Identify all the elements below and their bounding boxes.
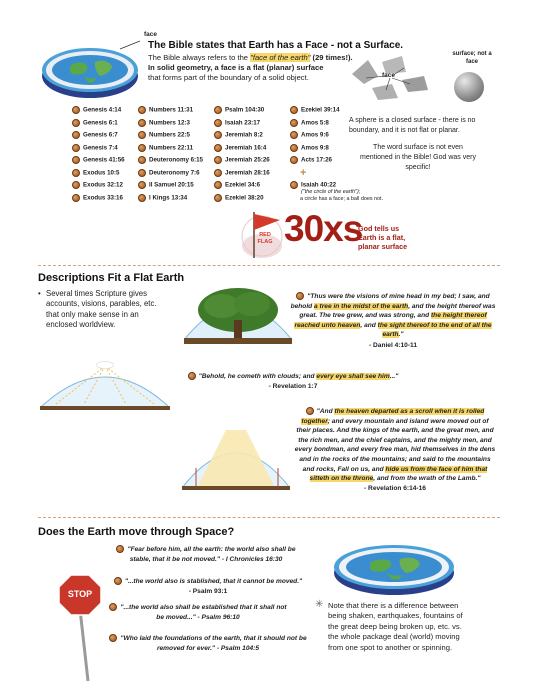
ref-item: Genesis 6:7 bbox=[72, 131, 118, 139]
ref-item: Isaiah 23:17 bbox=[214, 119, 260, 127]
ref-item: Exodus 32:12 bbox=[72, 181, 123, 189]
daniel-quote bbox=[290, 292, 496, 351]
ref-item: Exodus 33:16 bbox=[72, 194, 123, 202]
ref-item: Genesis 41:56 bbox=[72, 156, 125, 164]
q4-quote: "Who laid the foundations of the earth, that it should not be removed for ever." - Psalm 104:5 bbox=[108, 634, 308, 653]
gray-sphere bbox=[454, 72, 484, 102]
q2-quote: "...the world also is stablished, that it cannot be moved." - Psalm 93:1 bbox=[110, 577, 306, 596]
refs-col1 bbox=[72, 106, 142, 206]
rev17-quote-text: "Behold, he cometh with clouds; and every eye shall see him..." bbox=[178, 372, 408, 382]
q1-quote: "Fear before him, all the earth: the world also shall be stable, that it be not moved." - I Chronicles 16:30 bbox=[106, 545, 306, 564]
headline: The Bible states that Earth has a Face - not a Surface. bbox=[148, 40, 404, 51]
ref-item: Ezekiel 38:20 bbox=[214, 194, 264, 202]
plus-icon: + bbox=[300, 167, 307, 179]
ref-item: Amos 9:8 bbox=[290, 144, 329, 152]
red-flag-text: RED FLAG bbox=[257, 232, 273, 245]
face-label: face bbox=[144, 31, 158, 38]
q3-quote: "...the world also shall be established that it shall not be moved..." - Psalm 96:10 bbox=[108, 603, 288, 622]
stop-sign-text: STOP bbox=[67, 589, 93, 599]
rev6-quote-text: "And the heaven departed as a scroll when it is rolled together; and every mountain and island were moved out of their places. And the kings of the earth, and the great men, and the rich men, and the chief captains, and the mighty men, and every bondman, and every free man, hid themselves in the dens and in the rocks of the mountains; and said to the mountains and rocks, Fall on us, and hide us from the face of him that sitteth on the throne, and from the wrath of the Lamb." bbox=[294, 408, 496, 483]
ref-item: I Kings 13:34 bbox=[138, 194, 187, 202]
rev6-quote bbox=[294, 407, 496, 493]
ref-item: Numbers 12:3 bbox=[138, 119, 190, 127]
section2-bullet: • Several times Scripture gives accounts, visions, parables, etc. that only make sense in an enclosed worldview. bbox=[38, 289, 157, 330]
ref-item: Exodus 10:5 bbox=[72, 169, 119, 177]
isaiah-note-1: ("the circle of the earth"); bbox=[301, 189, 361, 195]
big-count: 30xs bbox=[284, 208, 363, 249]
tree-dome-illustration bbox=[182, 280, 294, 346]
line1-end: (29 times!). bbox=[310, 53, 353, 62]
isaiah-note-2: a circle has a face; a ball does not. bbox=[300, 196, 384, 202]
count-caption: God tells us Earth is a flat, planar surface bbox=[358, 224, 408, 251]
daniel-quote-text: "Thus were the visions of mine head in my bed; I saw, and behold a tree in the midst of the earth, and the height thereof was great. The tree grew, and was strong, and the height thereof reached unto heaven, and the sight thereof to the end of all the earth." bbox=[290, 293, 496, 339]
flat-earth-disc-bottom bbox=[330, 535, 458, 599]
ref-item: Ezekiel 34:6 bbox=[214, 181, 260, 189]
rev17-quote bbox=[178, 372, 408, 391]
refs-col2 bbox=[138, 106, 214, 206]
ref-item: Numbers 22:11 bbox=[138, 144, 193, 152]
ref-item: Acts 17:26 bbox=[290, 156, 332, 164]
ref-item: Amos 9:6 bbox=[290, 131, 329, 139]
face-of-earth-highlight: "face of the earth" bbox=[250, 53, 311, 62]
section3-note: Note that there is a difference between being shaken, earthquakes, fountains of the great deep being broken up, etc. vs. the whole package deal (world) moving from one spot to another or spinning. bbox=[328, 601, 463, 652]
daniel-ref: - Daniel 4:10-11 bbox=[368, 341, 417, 349]
shapes-face-label: face bbox=[382, 72, 396, 79]
ref-item: Deuteronomy 7:6 bbox=[138, 169, 200, 177]
isaiah-ref: Isaiah 40:22 bbox=[290, 181, 336, 189]
surface-note: The word surface is not even mentioned in the Bible! God was very specific! bbox=[360, 144, 476, 171]
ref-item: II Samuel 20:15 bbox=[138, 181, 194, 189]
ref-item: Jeremiah 16:4 bbox=[214, 144, 266, 152]
rev17-ref: - Revelation 1:7 bbox=[268, 382, 318, 390]
asterisk-icon: ✳ bbox=[315, 599, 324, 610]
ref-item: Jeremiah 8:2 bbox=[214, 131, 263, 139]
sphere-note: A sphere is a closed surface - there is no boundary, and it is not flat or planar. bbox=[349, 117, 476, 134]
divider-1 bbox=[38, 265, 500, 266]
clouds-dome-illustration bbox=[36, 356, 174, 414]
section2-bullet-text: Several times Scripture gives accounts, visions, parables, etc. that only make sense in an enclosed worldview. bbox=[46, 289, 157, 330]
ref-item: Genesis 4:14 bbox=[72, 106, 121, 114]
ref-item: Numbers 22:5 bbox=[138, 131, 190, 139]
ref-item: Genesis 7:4 bbox=[72, 144, 118, 152]
refs-col4 bbox=[290, 106, 350, 172]
ref-item: Deuteronomy 6:15 bbox=[138, 156, 203, 164]
scroll-dome-illustration bbox=[178, 424, 294, 496]
sphere-label: surface; not a face bbox=[452, 51, 492, 65]
ref-item: Psalm 104:30 bbox=[214, 106, 264, 114]
ref-item: Ezekiel 39:14 bbox=[290, 106, 340, 114]
line1-text: The Bible always refers to the bbox=[148, 53, 251, 62]
ref-item: Amos 5:8 bbox=[290, 119, 329, 127]
refs-col3 bbox=[214, 106, 290, 206]
ref-item: Jeremiah 25:26 bbox=[214, 156, 270, 164]
section2-title: Descriptions Fit a Flat Earth bbox=[38, 272, 185, 284]
face-pointer-line bbox=[118, 38, 144, 50]
face-intro-line3: that forms part of the boundary of a solid object. bbox=[148, 73, 309, 82]
face-intro-line1 bbox=[148, 53, 353, 62]
divider-2 bbox=[38, 517, 500, 518]
section3-title: Does the Earth move through Space? bbox=[38, 526, 235, 538]
face-intro-line2: In solid geometry, a face is a flat (planar) surface bbox=[148, 63, 324, 72]
ref-item: Jeremiah 28:16 bbox=[214, 169, 270, 177]
rev6-ref: - Revelation 6:14-16 bbox=[364, 484, 426, 492]
ref-item: Genesis 6:1 bbox=[72, 119, 118, 127]
ref-item: Numbers 11:31 bbox=[138, 106, 193, 114]
